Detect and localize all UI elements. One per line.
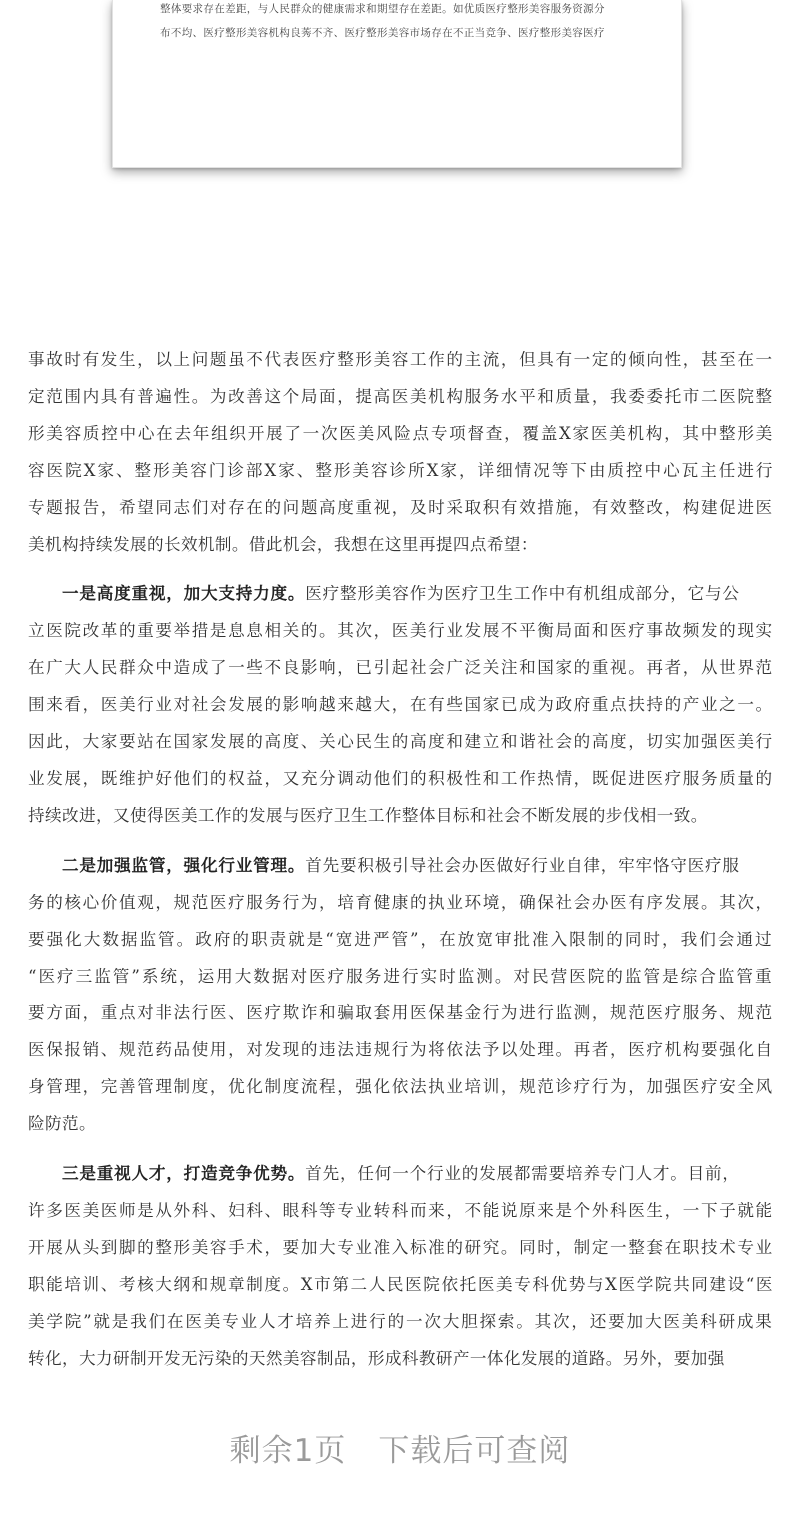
text-line: 立医院改革的重要举措是息息相关的。其次，医美行业发展不平衡局面和医疗事故频发的现实 — [28, 621, 774, 641]
text-line — [28, 1155, 774, 1193]
text-line: 定范围内具有普遍性。为改善这个局面，提高医美机构服务水平和质量，我委委托市二医院整 — [28, 386, 774, 406]
text-line: 务的核心价值观，规范医疗服务行为，培育健康的执业环境，确保社会办医有序发展。其次， — [28, 892, 774, 912]
paragraph-2 — [28, 575, 774, 834]
text-line: 专题报告，希望同志们对存在的问题高度重视，及时采取积有效措施，有效整改，构建促进医 — [28, 497, 774, 517]
text-line: 职能培训、考核大纲和规章制度。X市第二人民医院依托医美专科优势与X医学院共同建设“医 — [28, 1274, 774, 1294]
paragraph-heading: 三是重视人才，打造竞争优势。 — [62, 1163, 306, 1184]
paragraph-heading: 二是加强监管，强化行业管理。 — [62, 854, 306, 875]
text-line: 业发展，既维护好他们的权益，又充分调动他们的积极性和工作热情，既促进医疗服务质量的 — [28, 768, 774, 788]
download-prompt[interactable] — [0, 1425, 800, 1470]
text-line: 持续改进，又使得医美工作的发展与医疗卫生工作整体目标和社会不断发展的步伐相一致。 — [28, 805, 708, 825]
text-line: “医疗三监管”系统，运用大数据对医疗服务进行实时监测。对民营医院的监管是综合监管重 — [28, 966, 774, 986]
text-line: 美机构持续发展的长效机制。借此机会，我想在这里再提四点希望： — [28, 534, 538, 554]
paragraph-3 — [28, 847, 774, 1143]
text-line: 开展从头到脚的整形美容手术，要加大专业准入标准的研究。同时，制定一整套在职技术专业 — [28, 1237, 774, 1257]
text-line: 身管理，完善管理制度，优化制度流程，强化依法执业培训，规范诊疗行为，加强医疗安全风 — [28, 1077, 774, 1097]
text-line: 容医院X家、整形美容门诊部X家、整形美容诊所X家，详细情况等下由质控中心瓦主任进行 — [28, 460, 774, 480]
preview-line: 布不均、医疗整形美容机构良莠不齐、医疗整形美容市场存在不正当竞争、医疗整形美容医疗 — [160, 27, 605, 39]
paragraph-1 — [28, 342, 774, 563]
text-fragment: 首先要积极引导社会办医做好行业自律，牢牢恪守医疗服 — [305, 855, 740, 875]
text-line: 要强化大数据监管。政府的职责就是“宽进严管”，在放宽审批准入限制的同时，我们会通过 — [28, 929, 774, 949]
paragraph-heading: 一是高度重视，加大支持力度。 — [62, 583, 306, 604]
download-to-view-label: 下载后可查阅 — [378, 1433, 571, 1469]
text-line: 美学院”就是我们在医美专业人才培养上进行的一次大胆探索。其次，还要加大医美科研成果 — [28, 1311, 774, 1331]
remaining-pages-label: 剩余1页 — [229, 1433, 347, 1469]
text-line — [28, 847, 774, 885]
text-line: 在广大人民群众中造成了一些不良影响，已引起社会广泛关注和国家的重视。再者，从世界范 — [28, 658, 774, 678]
text-line: 险防范。 — [28, 1114, 96, 1134]
text-line: 医保报销、规范药品使用，对发现的违法违规行为将依法予以处理。再者，医疗机构要强化自 — [28, 1040, 774, 1060]
text-line: 事故时有发生，以上问题虽不代表医疗整形美容工作的主流，但具有一定的倾向性，甚至在一 — [28, 350, 774, 369]
text-line: 围来看，医美行业对社会发展的影响越来越大，在有些国家已成为政府重点扶持的产业之一。 — [28, 695, 774, 715]
text-line: 要方面，重点对非法行医、医疗欺诈和骗取套用医保基金行为进行监测，规范医疗服务、规范 — [28, 1003, 774, 1023]
text-fragment: 首先，任何一个行业的发展都需要培养专门人才。目前， — [305, 1164, 740, 1184]
text-line: 转化，大力研制开发无污染的天然美容制品，形成科教研产一体化发展的道路。另外，要加强 — [28, 1348, 725, 1368]
text-line: 形美容质控中心在去年组织开展了一次医美风险点专项督查，覆盖X家医美机构，其中整形美 — [28, 423, 774, 443]
paragraph-4 — [28, 1155, 774, 1377]
text-line: 许多医美医师是从外科、妇科、眼科等专业转科而来，不能说原来是个外科医生，一下子就能 — [28, 1200, 774, 1220]
text-line: 因此，大家要站在国家发展的高度、关心民生的高度和建立和谐社会的高度，切实加强医美行 — [28, 732, 774, 752]
document-body — [28, 342, 774, 1377]
preview-line: 整体要求存在差距，与人民群众的健康需求和期望存在差距。如优质医疗整形美容服务资源分 — [160, 3, 605, 15]
text-line — [28, 575, 774, 613]
text-fragment: 医疗整形美容作为医疗卫生工作中有机组成部分，它与公 — [305, 584, 740, 604]
document-preview-card — [112, 0, 682, 168]
